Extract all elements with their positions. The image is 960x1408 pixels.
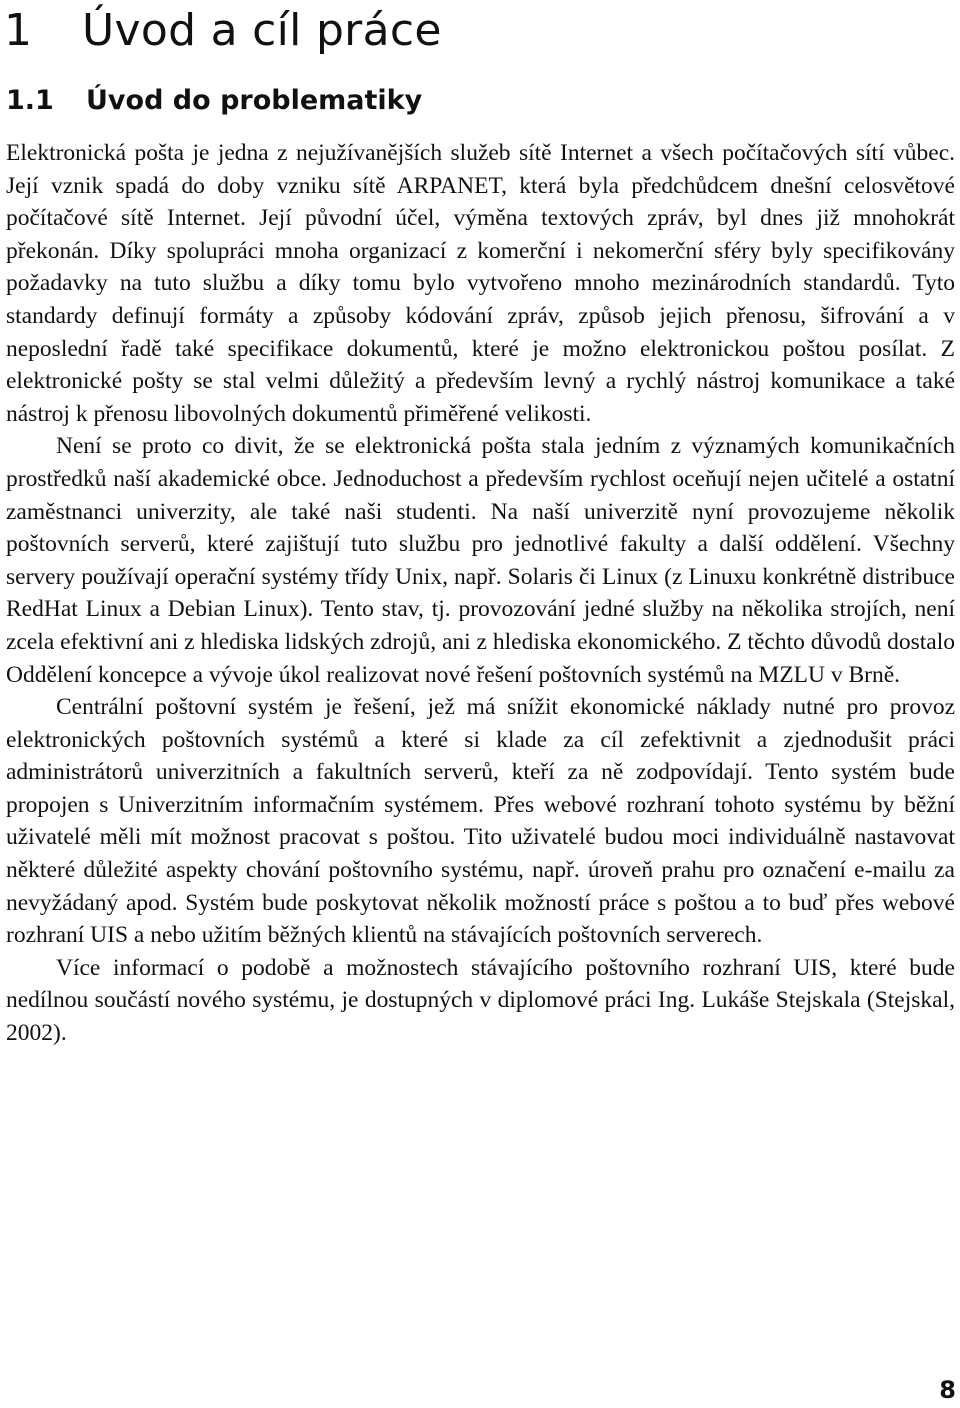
page-number: 8: [939, 1376, 956, 1404]
section-title: Úvod do problematiky: [86, 85, 423, 116]
paragraph: Není se proto co divit, že se elektronická pošta stala jedním z významých komunikačních prostředků naší akademické obce. Jednoduchost a především rychlost oceňují nejen učitelé a ostatní zaměstnanci univerzity, ale také naši studenti. Na naší univerzitě nyní provozujeme několik poštovních serverů, které zajištují tuto službu pro jednotlivé fakulty a další oddělení. Všechny servery používají operační systémy třídy Unix, např. Solaris či Linux (z Linuxu konkrétně distribuce RedHat Linux a Debian Linux). Tento stav, tj. provozování jedné služby na několika strojích, není zcela efektivní ani z hlediska lidských zdrojů, ani z hlediska ekonomického. Z těchto důvodů dostalo Oddělení koncepce a vývoje úkol realizovat nové řešení poštovních systémů na MZLU v Brně.: [6, 433, 955, 688]
section-heading: [6, 82, 422, 120]
paragraph: Centrální poštovní systém je řešení, jež má snížit ekonomické náklady nutné pro provoz elektronických poštovních systémů a které si klade za cíl zefektivnit a zjednodušit práci administrátorů univerzitních a fakultních serverů, kteří za ně zodpovídají. Tento systém bude propojen s Univerzitním informačním systémem. Přes webové rozhraní tohoto systému by běžní uživatelé měli mít možnost pracovat s poštou. Tito uživatelé budou moci individuálně nastavovat některé důležité aspekty chování poštovního systému, např. úroveň prahu pro označení e-mailu za nevyžádaný apod. Systém bude poskytovat několik možností práce s poštou a to buď přes webové rozhraní UIS a nebo užitím běžných klientů na stávajících poštovních serverech.: [6, 694, 955, 949]
chapter-title: Úvod a cíl práce: [82, 5, 442, 56]
chapter-number: 1: [4, 5, 33, 56]
body-text: [6, 137, 955, 1050]
paragraph: Elektronická pošta je jedna z nejužívanějších služeb sítě Internet a všech počítačových sítí vůbec. Její vznik spadá do doby vzniku sítě ARPANET, která byla předchůdcem dnešní celosvětové počítačové sítě Internet. Její původní účel, výměna textových zpráv, byl dnes již mnohokrát překonán. Díky spolupráci mnoha organizací z komerční i nekomerční sféry byly specifikovány požadavky na tuto službu a díky tomu bylo vytvořeno mnoho mezinárodních standardů. Tyto standardy definují formáty a způsoby kódování zpráv, způsob jejich přenosu, šifrování a v neposlední řadě také specifikace dokumentů, které je možno elektronickou poštou posílat. Z elektronické pošty se stal velmi důležitý a především levný a rychlý nástroj komunikace a také nástroj k přenosu libovolných dokumentů přiměřené velikosti.: [6, 140, 955, 427]
paragraph: Více informací o podobě a možnostech stávajícího poštovního rozhraní UIS, které bude nedílnou součástí nového systému, je dostupných v diplomové práci Ing. Lukáše Stejskala (Stejskal, 2002).: [6, 954, 955, 1047]
section-number: 1.1: [6, 85, 54, 116]
chapter-heading: [4, 4, 442, 58]
